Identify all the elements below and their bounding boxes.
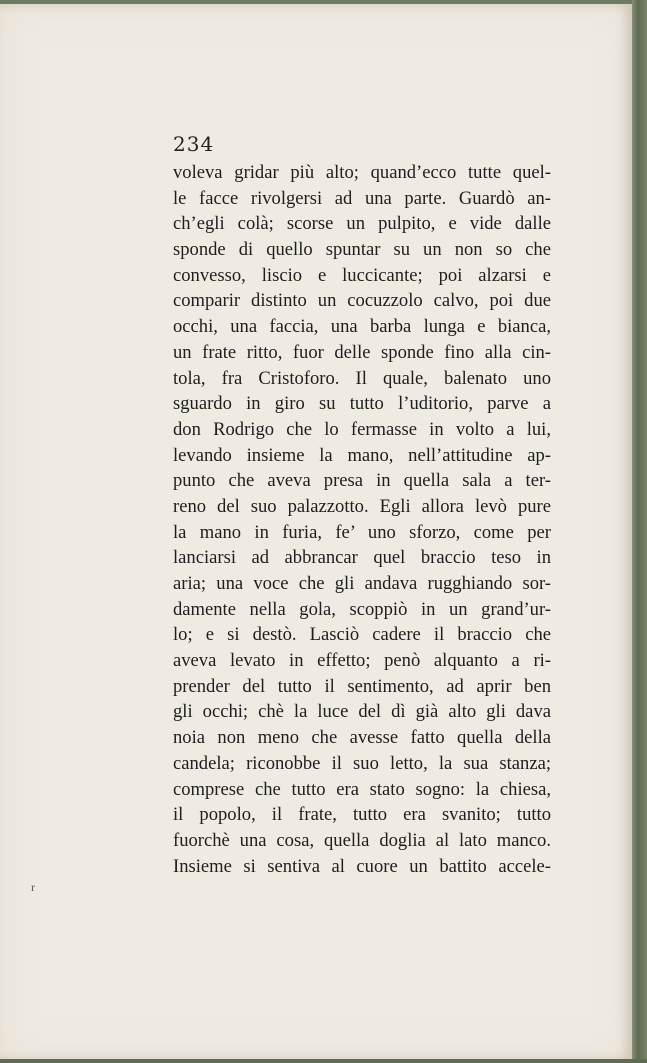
text-line: comparir distinto un cocuzzolo calvo, poi due: [173, 290, 551, 312]
text-line: sguardo in giro su tutto l’uditorio, parve a: [173, 393, 551, 415]
text-line: sponde di quello spuntar su un non so che: [173, 239, 551, 261]
text-line: il popolo, il frate, tutto era svanito; tutto: [173, 804, 551, 826]
text-line: un frate ritto, fuor delle sponde fino alla cin-: [173, 341, 551, 363]
margin-mark: r: [31, 880, 35, 894]
text-line: prender del tutto il sentimento, ad aprir ben: [173, 675, 551, 697]
text-line: ch’egli colà; scorse un pulpito, e vide dalle: [173, 213, 551, 235]
text-line: levando insieme la mano, nell’attitudine ap-: [173, 444, 551, 466]
text-line: lanciarsi ad abbrancar quel braccio teso in: [173, 547, 551, 569]
text-line: don Rodrigo che lo fermasse in volto a lui,: [173, 418, 551, 440]
text-line: occhi, una faccia, una barba lunga e bianca,: [173, 316, 551, 338]
text-line: convesso, liscio e luccicante; poi alzarsi e: [173, 264, 551, 286]
text-line: fuorchè una cosa, quella doglia al lato manco.: [173, 829, 551, 851]
text-line: reno del suo palazzotto. Egli allora levò pure: [173, 495, 551, 517]
text-line: aria; una voce che gli andava rugghiando sor-: [173, 573, 551, 594]
text-line: voleva gridar più alto; quand’ecco tutte quel-: [173, 162, 551, 183]
text-line: lo; e si destò. Lasciò cadere il braccio che: [173, 624, 551, 646]
body-text: [173, 160, 551, 879]
text-line: damente nella gola, scoppiò in un grand’ur-: [173, 598, 551, 620]
book-binding-edge: [632, 0, 647, 1063]
text-line: Insieme si sentiva al cuore un battito accele-: [173, 855, 551, 877]
text-line: punto che aveva presa in quella sala a ter-: [173, 470, 551, 492]
text-line: gli occhi; chè la luce del dì già alto gli dava: [173, 701, 551, 723]
text-line: candela; riconobbe il suo letto, la sua stanza;: [173, 752, 551, 774]
text-line: tola, fra Cristoforo. Il quale, balenato uno: [173, 367, 551, 389]
text-line: le facce rivolgersi ad una parte. Guardò an-: [173, 187, 551, 209]
text-line: la mano in furia, fe’ uno sforzo, come per: [173, 521, 551, 543]
page-bottom-edge: [0, 1059, 647, 1063]
page-number: 234: [173, 132, 215, 156]
text-line: aveva levato in effetto; penò alquanto a ri-: [173, 650, 551, 672]
text-line: comprese che tutto era stato sogno: la chiesa,: [173, 778, 551, 800]
text-line: noia non meno che avesse fatto quella della: [173, 727, 551, 749]
